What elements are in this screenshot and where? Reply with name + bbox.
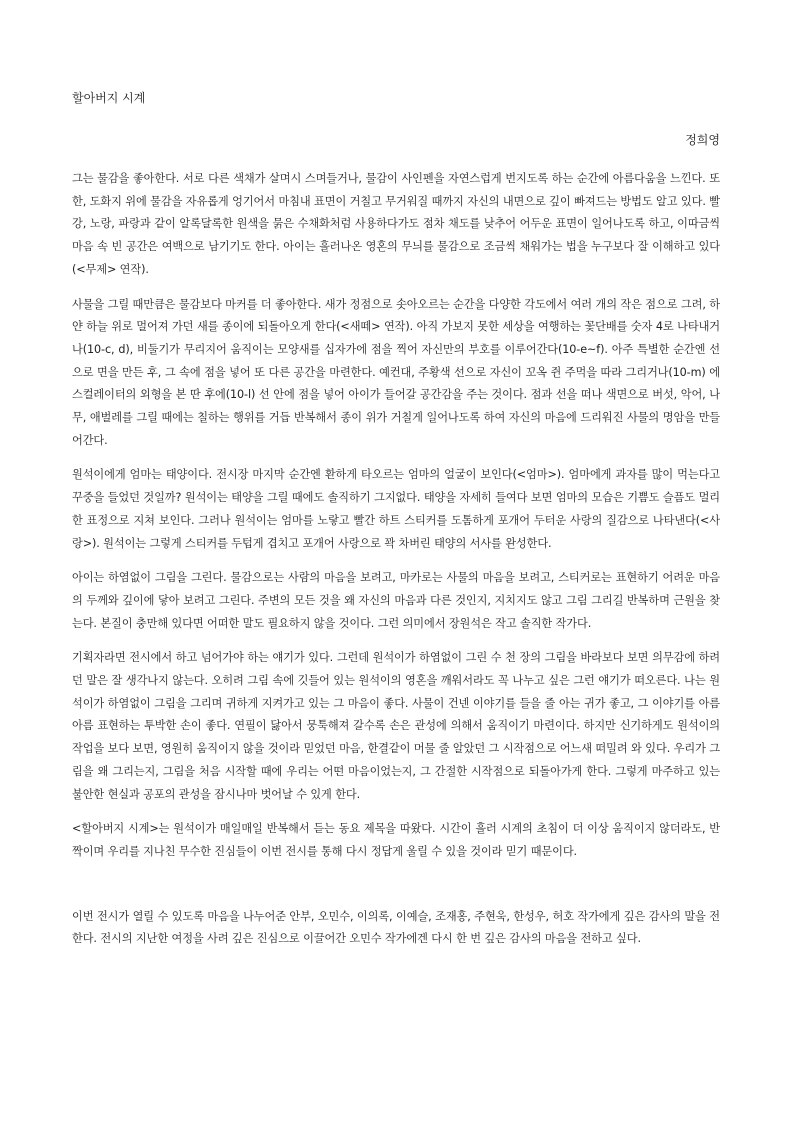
paragraph-3: 원석이에게 엄마는 태양이다. 전시장 마지막 순간엔 환하게 타오르는 엄마의 얼굴이 보인다(<엄마>). 엄마에게 과자를 많이 먹는다고 꾸중을 들었던 것일까? 원석이는 태양을 그릴 때에도 솔직하기 그지없다. 태양을 자세히 들여다 보면 엄마의 모습은 기쁨도 슬픔도 멀리한 표정으로 지쳐 보인다. 그러나 원석이는 엄마를 노랗고 빨간 하트 스티커를 도톰하게 포개어 두터운 사랑의 질감으로 나타낸다(<사랑>). 원석이는 그렇게 스티커를 두텁게 겹치고 포개어 사랑으로 꽉 차버린 태양의 서사를 완성한다. bbox=[72, 468, 720, 550]
paragraph-4: 아이는 하염없이 그림을 그린다. 물감으로는 사람의 마음을 보려고, 마카로는 사물의 마음을 보려고, 스티커로는 표현하기 어려운 마음의 두께와 깊이에 닿아 보려고 그린다. 주변의 모든 것을 왜 자신의 마음과 다른 것인지, 지치지도 않고 그림 그리길 반복하며 근원을 찾는다. 본질이 충만해 있다면 어떠한 말도 필요하지 않을 것이다. 그런 의미에서 장원석은 작고 솔직한 작가다. bbox=[72, 571, 720, 630]
paragraph-6: <할아버지 시계>는 원석이가 매일매일 반복해서 듣는 동요 제목을 따왔다. 시간이 흘러 시계의 초침이 더 이상 움직이지 않더라도, 반짝이며 우리를 지나친 무수한 진심들이 이번 전시를 통해 다시 정답게 울릴 수 있을 것이라 믿기 때문이다. bbox=[72, 822, 720, 858]
acknowledgement-paragraph: 이번 전시가 열릴 수 있도록 마음을 나누어준 안부, 오민수, 이의록, 이예슬, 조재홍, 주현욱, 한성우, 허호 작가에게 깊은 감사의 말을 전한다. 전시의 지난한 여정을 사려 깊은 진심으로 이끌어간 오민수 작가에겐 다시 한 번 깊은 감사의 마음을 전하고 싶다. bbox=[72, 909, 720, 946]
document-title: 할아버지 시계 bbox=[72, 91, 146, 105]
document-body bbox=[72, 168, 720, 951]
paragraph-1: 그는 물감을 좋아한다. 서로 다른 색채가 살며시 스며들거나, 물감이 사인펜을 자연스럽게 번지도록 하는 순간에 아름다움을 느낀다. 또한, 도화지 위에 물감을 자유롭게 엉기어서 마침내 표면이 거칠고 무거워질 때까지 자신의 내면으로 깊이 빠져드는 방법도 알고 있다. 빨강, 노랑, 파랑과 같이 알록달록한 원색을 묽은 수채화처럼 사용하다가도 점차 채도를 낮추어 어두운 표면이 일어나도록 하고, 이따금씩 마음 속 빈 공간은 여백으로 남기기도 한다. 아이는 흘러나온 영혼의 무늬를 물감으로 조금씩 채워가는 법을 누구보다 잘 이해하고 있다(<무제> 연작). bbox=[72, 172, 720, 276]
paragraph-5: 기획자라면 전시에서 하고 넘어가야 하는 얘기가 있다. 그런데 원석이가 하염없이 그린 수 천 장의 그림을 바라보다 보면 의무감에 하려던 말은 잘 생각나지 않는다. 오히려 그림 속에 깃들어 있는 원석이의 영혼을 깨워서라도 꼭 나누고 싶은 그런 얘기가 떠오른다. 나는 원석이가 하염없이 그림을 그리며 귀하게 지켜가고 있는 그 마음이 좋다. 사물이 건넨 이야기를 들을 줄 아는 귀가 좋고, 그 이야기를 아름아름 표현하는 투박한 손이 좋다. 연필이 닳아서 뭉툭해져 갈수록 손은 관성에 의해서 움직이기 마련이다. 하지만 신기하게도 원석이의 작업을 보다 보면, 영원히 움직이지 않을 것이라 믿었던 마음, 한결같이 머물 줄 알았던 그 시작점으로 어느새 떠밀려 와 있다. 우리가 그림을 왜 그리는지, 그림을 처음 시작할 때에 우리는 어떤 마음이었는지, 그 간절한 시작점으로 되돌아가게 한다. 그렇게 마주하고 있는 불안한 현실과 공포의 관성을 잠시나마 벗어날 수 있게 한다. bbox=[72, 651, 720, 801]
paragraph-2: 사물을 그릴 때만큼은 물감보다 마커를 더 좋아한다. 새가 정점으로 솟아오르는 순간을 다양한 각도에서 여러 개의 작은 점으로 그려, 하얀 하늘 위로 멀어져 가던 새를 종이에 되돌아오게 한다(<새떼> 연작). 아직 가보지 못한 세상을 여행하는 꽃단배를 숫자 4로 나타내거나(10-c, d), 비둘기가 무리지어 움직이는 모양새를 십자가에 점을 찍어 자신만의 부호를 이루어간다(10-e~f). 아주 특별한 순간엔 선으로 면을 만든 후, 그 속에 점을 넣어 또 다른 공간을 마련한다. 예컨대, 주황색 선으로 자신이 꼬옥 쥔 주먹을 따라 그리거나(10-m) 에스컬레이터의 외형을 본 딴 후에(10-l) 선 안에 점을 넣어 아이가 들어갈 공간감을 주는 것이다. 점과 선을 떠나 색면으로 버섯, 악어, 나무, 애벌레를 그릴 때에는 칠하는 행위를 거듭 반복해서 종이 위가 거칠게 일어나도록 하여 자신의 마음에 드리워진 사물의 명암을 만들어간다. bbox=[72, 297, 720, 447]
section-gap bbox=[72, 876, 720, 906]
document-page bbox=[72, 88, 720, 963]
document-author: 정희영 bbox=[685, 133, 720, 147]
